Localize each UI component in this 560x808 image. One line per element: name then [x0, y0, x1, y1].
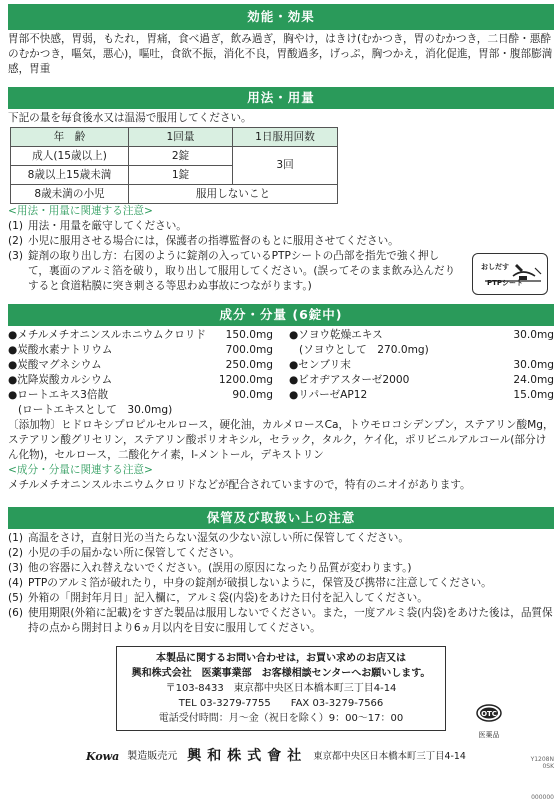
contact-hours: 電話受付時間：月～金（祝日を除く）9：00～17：00 — [158, 713, 404, 724]
ingredient-name: ●ロートエキス3倍散 — [8, 389, 109, 401]
otc-mark-text: OTC — [481, 710, 497, 718]
list-item — [289, 358, 554, 373]
ingredient-name: ●ソヨウ乾燥エキス — [289, 329, 383, 341]
dosage-table-header — [11, 128, 338, 147]
ingredient-name: ●ビオヂアスターゼ2000 — [289, 374, 410, 386]
item-number: (3) — [8, 250, 24, 262]
list-item — [8, 546, 554, 561]
item-number: (4) — [8, 577, 24, 589]
contact-line: 興和株式会社 医薬事業部 お客様相談センターへお願いします。 — [131, 668, 431, 679]
otc-badge-icon — [474, 704, 504, 726]
item-number: (5) — [8, 592, 24, 604]
maker-label: 製造販売元 — [127, 751, 178, 762]
header-dose: 1回量 — [129, 128, 233, 147]
package-insert — [8, 4, 554, 764]
list-item — [8, 328, 273, 343]
contact-line: 本製品に関するお問い合わせは，お買い求めのお店又は — [156, 653, 406, 664]
table-row — [11, 147, 338, 166]
times-cell: 3回 — [233, 147, 338, 185]
lot-code-bottom: 000000 — [531, 794, 554, 801]
ingredient-sub-note: (ロートエキスとして 30.0mg) — [18, 404, 173, 416]
ingredient-amount: 30.0mg — [513, 359, 554, 371]
ingredient-name: ●炭酸水素ナトリウム — [8, 344, 113, 356]
age-cell: 成人(15歳以上) — [11, 147, 129, 166]
age-cell: 8歳以上15歳未満 — [11, 166, 129, 185]
ptp-diagram — [472, 253, 548, 295]
ingredient-amount: 90.0mg — [232, 389, 273, 401]
header-times: 1日服用回数 — [233, 128, 338, 147]
item-text: 小児の手の届かない所に保管してください。 — [28, 547, 240, 559]
item-number: (2) — [8, 235, 24, 247]
ingredient-amount: 700.0mg — [225, 344, 273, 356]
contact-box — [116, 646, 446, 731]
ptp-push-label: おしだす — [481, 263, 509, 271]
ingredients-heading: 成分・分量 (6錠中) — [8, 304, 554, 326]
dosage-intro: 下記の量を毎食後水又は温湯で服用してください。 — [8, 112, 252, 124]
item-number: (3) — [8, 562, 24, 574]
ingredients-list — [8, 326, 554, 418]
dose-cell: 服用しないこと — [129, 185, 338, 204]
ingredients-notes-heading: <成分・分量に関連する注意> — [8, 464, 153, 476]
ingredient-amount: 15.0mg — [513, 389, 554, 401]
list-item — [8, 576, 554, 591]
efficacy-heading: 効能・効果 — [8, 4, 554, 30]
item-number: (1) — [8, 532, 24, 544]
item-text: PTPのアルミ箔が破れたり，中身の錠剤が破損しないように，保管及び携帯に注意してください。 — [28, 577, 492, 589]
ingredient-amount: 1200.0mg — [218, 374, 273, 386]
header-age: 年 齢 — [11, 128, 129, 147]
ingredient-name: ●リパーゼAP12 — [289, 389, 368, 401]
item-text: 高温をさけ，直射日光の当たらない湿気の少ない涼しい所に保管してください。 — [28, 532, 409, 544]
item-text: 小児に服用させる場合には，保護者の指導監督のもとに服用させてください。 — [28, 235, 399, 247]
item-text: 外箱の「開封年月日」記入欄に，アルミ袋(内袋)をあけた日付を記入してください。 — [28, 592, 428, 604]
dosage-notes — [8, 219, 554, 294]
age-cell: 8歳未満の小児 — [11, 185, 129, 204]
kowa-logo: Kowa — [86, 750, 120, 763]
contact-area — [8, 646, 554, 739]
ingredients-left-column — [8, 328, 285, 418]
list-item — [8, 591, 554, 606]
additives-text: 〔添加物〕ヒドロキシプロピルセルロース，硬化油，カルメロースCa，トウモロコシデンプン，ステアリン酸Mg，ステアリン酸グリセリン，ステアリン酸ポリオキシル，セラック，タルク，ケイ化，ポリビニルアルコール(部分けん化物)，セルロース，二酸化ケイ素，l-メントール，デキストリン — [8, 419, 554, 461]
lot-code-top: Y1208N 0SK — [530, 756, 554, 770]
item-text: 使用期限(外箱に記載)をすぎた製品は服用しないでください。また，一度アルミ袋(内袋)をあけた後は，品質保持の点から開封日より6ヵ月以内を目安に服用してください。 — [28, 607, 553, 634]
list-item — [289, 373, 554, 388]
item-text: 用法・用量を厳守してください。 — [28, 220, 187, 232]
list-item — [8, 531, 554, 546]
otc-label: 医薬品 — [478, 731, 500, 739]
ingredient-name: ●炭酸マグネシウム — [8, 359, 102, 371]
ingredients-right-column — [285, 328, 554, 418]
list-item — [8, 606, 554, 636]
item-text: 他の容器に入れ替えないでください。(誤用の原因になったり品質が変わります。) — [28, 562, 412, 574]
ingredient-amount: 250.0mg — [225, 359, 273, 371]
storage-list — [8, 529, 554, 636]
list-item — [289, 328, 554, 343]
dosage-heading: 用法・用量 — [8, 87, 554, 109]
ingredients-note: メチルメチオニンスルホニウムクロリドなどが配合されていますので，特有のニオイがあります。 — [8, 479, 471, 491]
list-item — [8, 561, 554, 576]
contact-address: 〒103-8433 東京都中央区日本橋本町三丁目4-14 — [165, 683, 397, 694]
item-number: (6) — [8, 607, 24, 619]
dosage-table — [10, 127, 338, 204]
dosage-notes-heading: <用法・用量に関連する注意> — [8, 205, 153, 217]
ingredient-sub-note: (ソヨウとして 270.0mg) — [299, 344, 429, 356]
ingredient-name: ●沈降炭酸カルシウム — [8, 374, 113, 386]
item-number: (2) — [8, 547, 24, 559]
ingredient-name: ●メチルメチオニンスルホニウムクロリド — [8, 329, 207, 341]
list-item — [8, 358, 273, 373]
company-address: 東京都中央区日本橋本町三丁目4-14 — [313, 751, 466, 762]
dose-cell: 1錠 — [129, 166, 233, 185]
ingredient-amount: 30.0mg — [513, 329, 554, 341]
contact-phone: TEL 03-3279-7755 FAX 03-3279-7566 — [178, 698, 384, 709]
list-item — [8, 388, 273, 403]
storage-heading: 保管及び取扱い上の注意 — [8, 507, 554, 529]
table-row — [11, 185, 338, 204]
list-item — [8, 234, 554, 249]
ptp-sheet-label: PTPシート — [487, 279, 524, 287]
list-item — [8, 343, 273, 358]
list-item — [8, 219, 554, 234]
item-text: 錠剤の取り出し方：右図のように錠剤の入っているPTPシートの凸部を指先で強く押して，裏面のアルミ箔を破り，取り出して服用してください。(誤ってそのまま飲み込んだりすると食道粘膜に突き刺さる等思わぬ事故につながります。) — [28, 250, 456, 292]
list-item — [8, 373, 273, 388]
efficacy-text: 胃部不快感，胃弱，もたれ，胃痛，食べ過ぎ，飲み過ぎ，胸やけ，はきけ(むかつき，胃のむかつき，二日酔・悪酔のむかつき，嘔気，悪心)，嘔吐，食欲不振，消化不良，胃酸過多，げっぷ，胸つかえ，消化促進，胃部・腹部膨満感，胃重 — [8, 33, 553, 75]
company-name: 興和株式會社 — [187, 748, 308, 764]
ingredient-name: ●センブリ末 — [289, 359, 351, 371]
ingredient-amount: 150.0mg — [225, 329, 273, 341]
ingredient-amount: 24.0mg — [513, 374, 554, 386]
dose-cell: 2錠 — [129, 147, 233, 166]
footer — [8, 749, 554, 764]
list-item — [289, 388, 554, 403]
item-number: (1) — [8, 220, 24, 232]
otc-mark — [474, 704, 504, 739]
